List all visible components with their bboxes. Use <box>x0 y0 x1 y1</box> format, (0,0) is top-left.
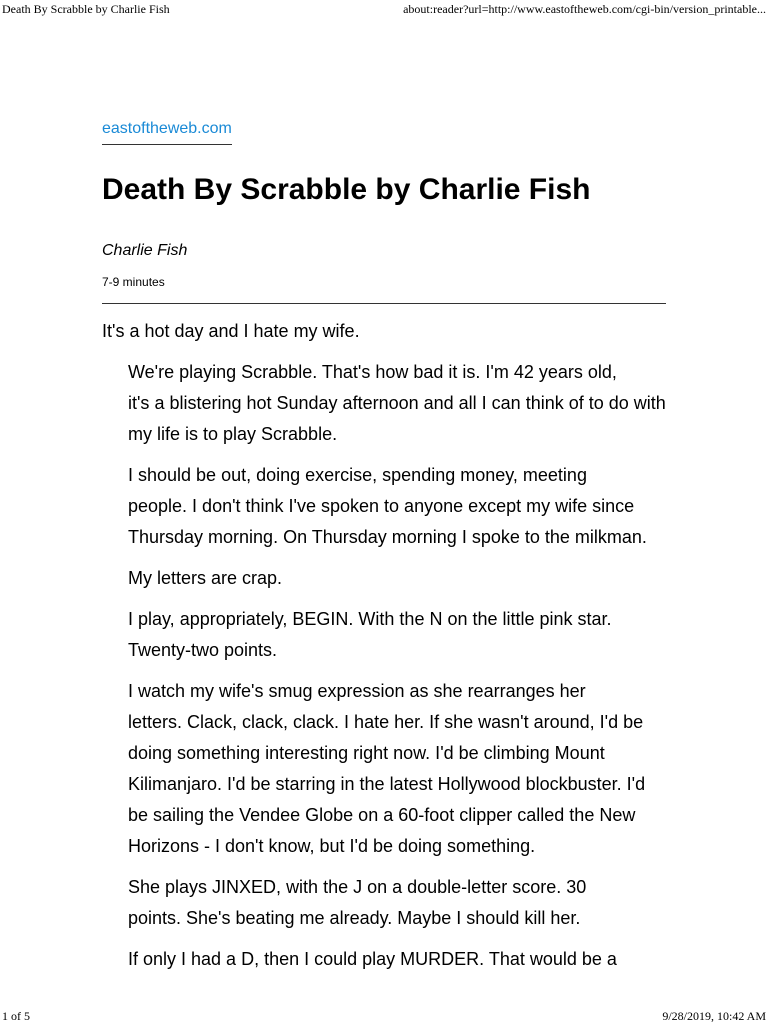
reading-time: 7-9 minutes <box>102 275 165 289</box>
article-paragraph <box>102 563 668 594</box>
paragraph-line: my life is to play Scrabble. <box>128 424 338 444</box>
article-paragraph <box>102 357 668 450</box>
page-counter: 1 of 5 <box>2 1009 30 1023</box>
print-datetime: 9/28/2019, 10:42 AM <box>662 1009 766 1023</box>
paragraph-line: My letters are crap. <box>128 568 283 588</box>
source-domain-link[interactable]: eastoftheweb.com <box>102 117 232 145</box>
article-paragraph <box>102 944 668 975</box>
print-footer <box>0 1008 768 1024</box>
paragraph-line: it's a blistering hot Sunday afternoon and all I can think of to do with <box>128 393 666 413</box>
header-divider <box>102 303 666 304</box>
article-paragraph <box>102 316 668 347</box>
article-title: Death By Scrabble by Charlie Fish <box>102 173 591 206</box>
paragraph-line: letters. Clack, clack, clack. I hate her. If she wasn't around, I'd be <box>128 712 644 732</box>
paragraph-line: I should be out, doing exercise, spending money, meeting <box>128 465 587 485</box>
paragraph-line: She plays JINXED, with the J on a double-letter score. 30 <box>128 877 587 897</box>
print-header-title: Death By Scrabble by Charlie Fish <box>2 2 170 16</box>
paragraph-line: Kilimanjaro. I'd be starring in the latest Hollywood blockbuster. I'd <box>128 774 646 794</box>
paragraph-line: points. She's beating me already. Maybe I should kill her. <box>128 908 581 928</box>
paragraph-line: be sailing the Vendee Globe on a 60-foot clipper called the New <box>128 805 636 825</box>
paragraph-line: We're playing Scrabble. That's how bad it is. I'm 42 years old, <box>128 362 617 382</box>
print-header-url: about:reader?url=http://www.eastoftheweb.com/cgi-bin/version_printable... <box>403 2 766 16</box>
paragraph-line: Horizons - I don't know, but I'd be doing something. <box>128 836 536 856</box>
article-paragraph <box>102 676 668 862</box>
paragraph-line: people. I don't think I've spoken to anyone except my wife since <box>128 496 635 516</box>
article-paragraph <box>102 872 668 934</box>
paragraph-line: It's a hot day and I hate my wife. <box>102 321 360 341</box>
paragraph-line: doing something interesting right now. I'd be climbing Mount <box>128 743 605 763</box>
paragraph-line: If only I had a D, then I could play MURDER. That would be a <box>128 949 617 969</box>
article-paragraph <box>102 604 668 666</box>
paragraph-line: Twenty-two points. <box>128 640 278 660</box>
paragraph-line: I play, appropriately, BEGIN. With the N on the little pink star. <box>128 609 612 629</box>
paragraph-line: I watch my wife's smug expression as she rearranges her <box>128 681 586 701</box>
print-header <box>0 0 768 22</box>
article-body <box>102 316 668 985</box>
article-byline: Charlie Fish <box>102 242 188 259</box>
article-paragraph <box>102 460 668 553</box>
paragraph-line: Thursday morning. On Thursday morning I spoke to the milkman. <box>128 527 647 547</box>
